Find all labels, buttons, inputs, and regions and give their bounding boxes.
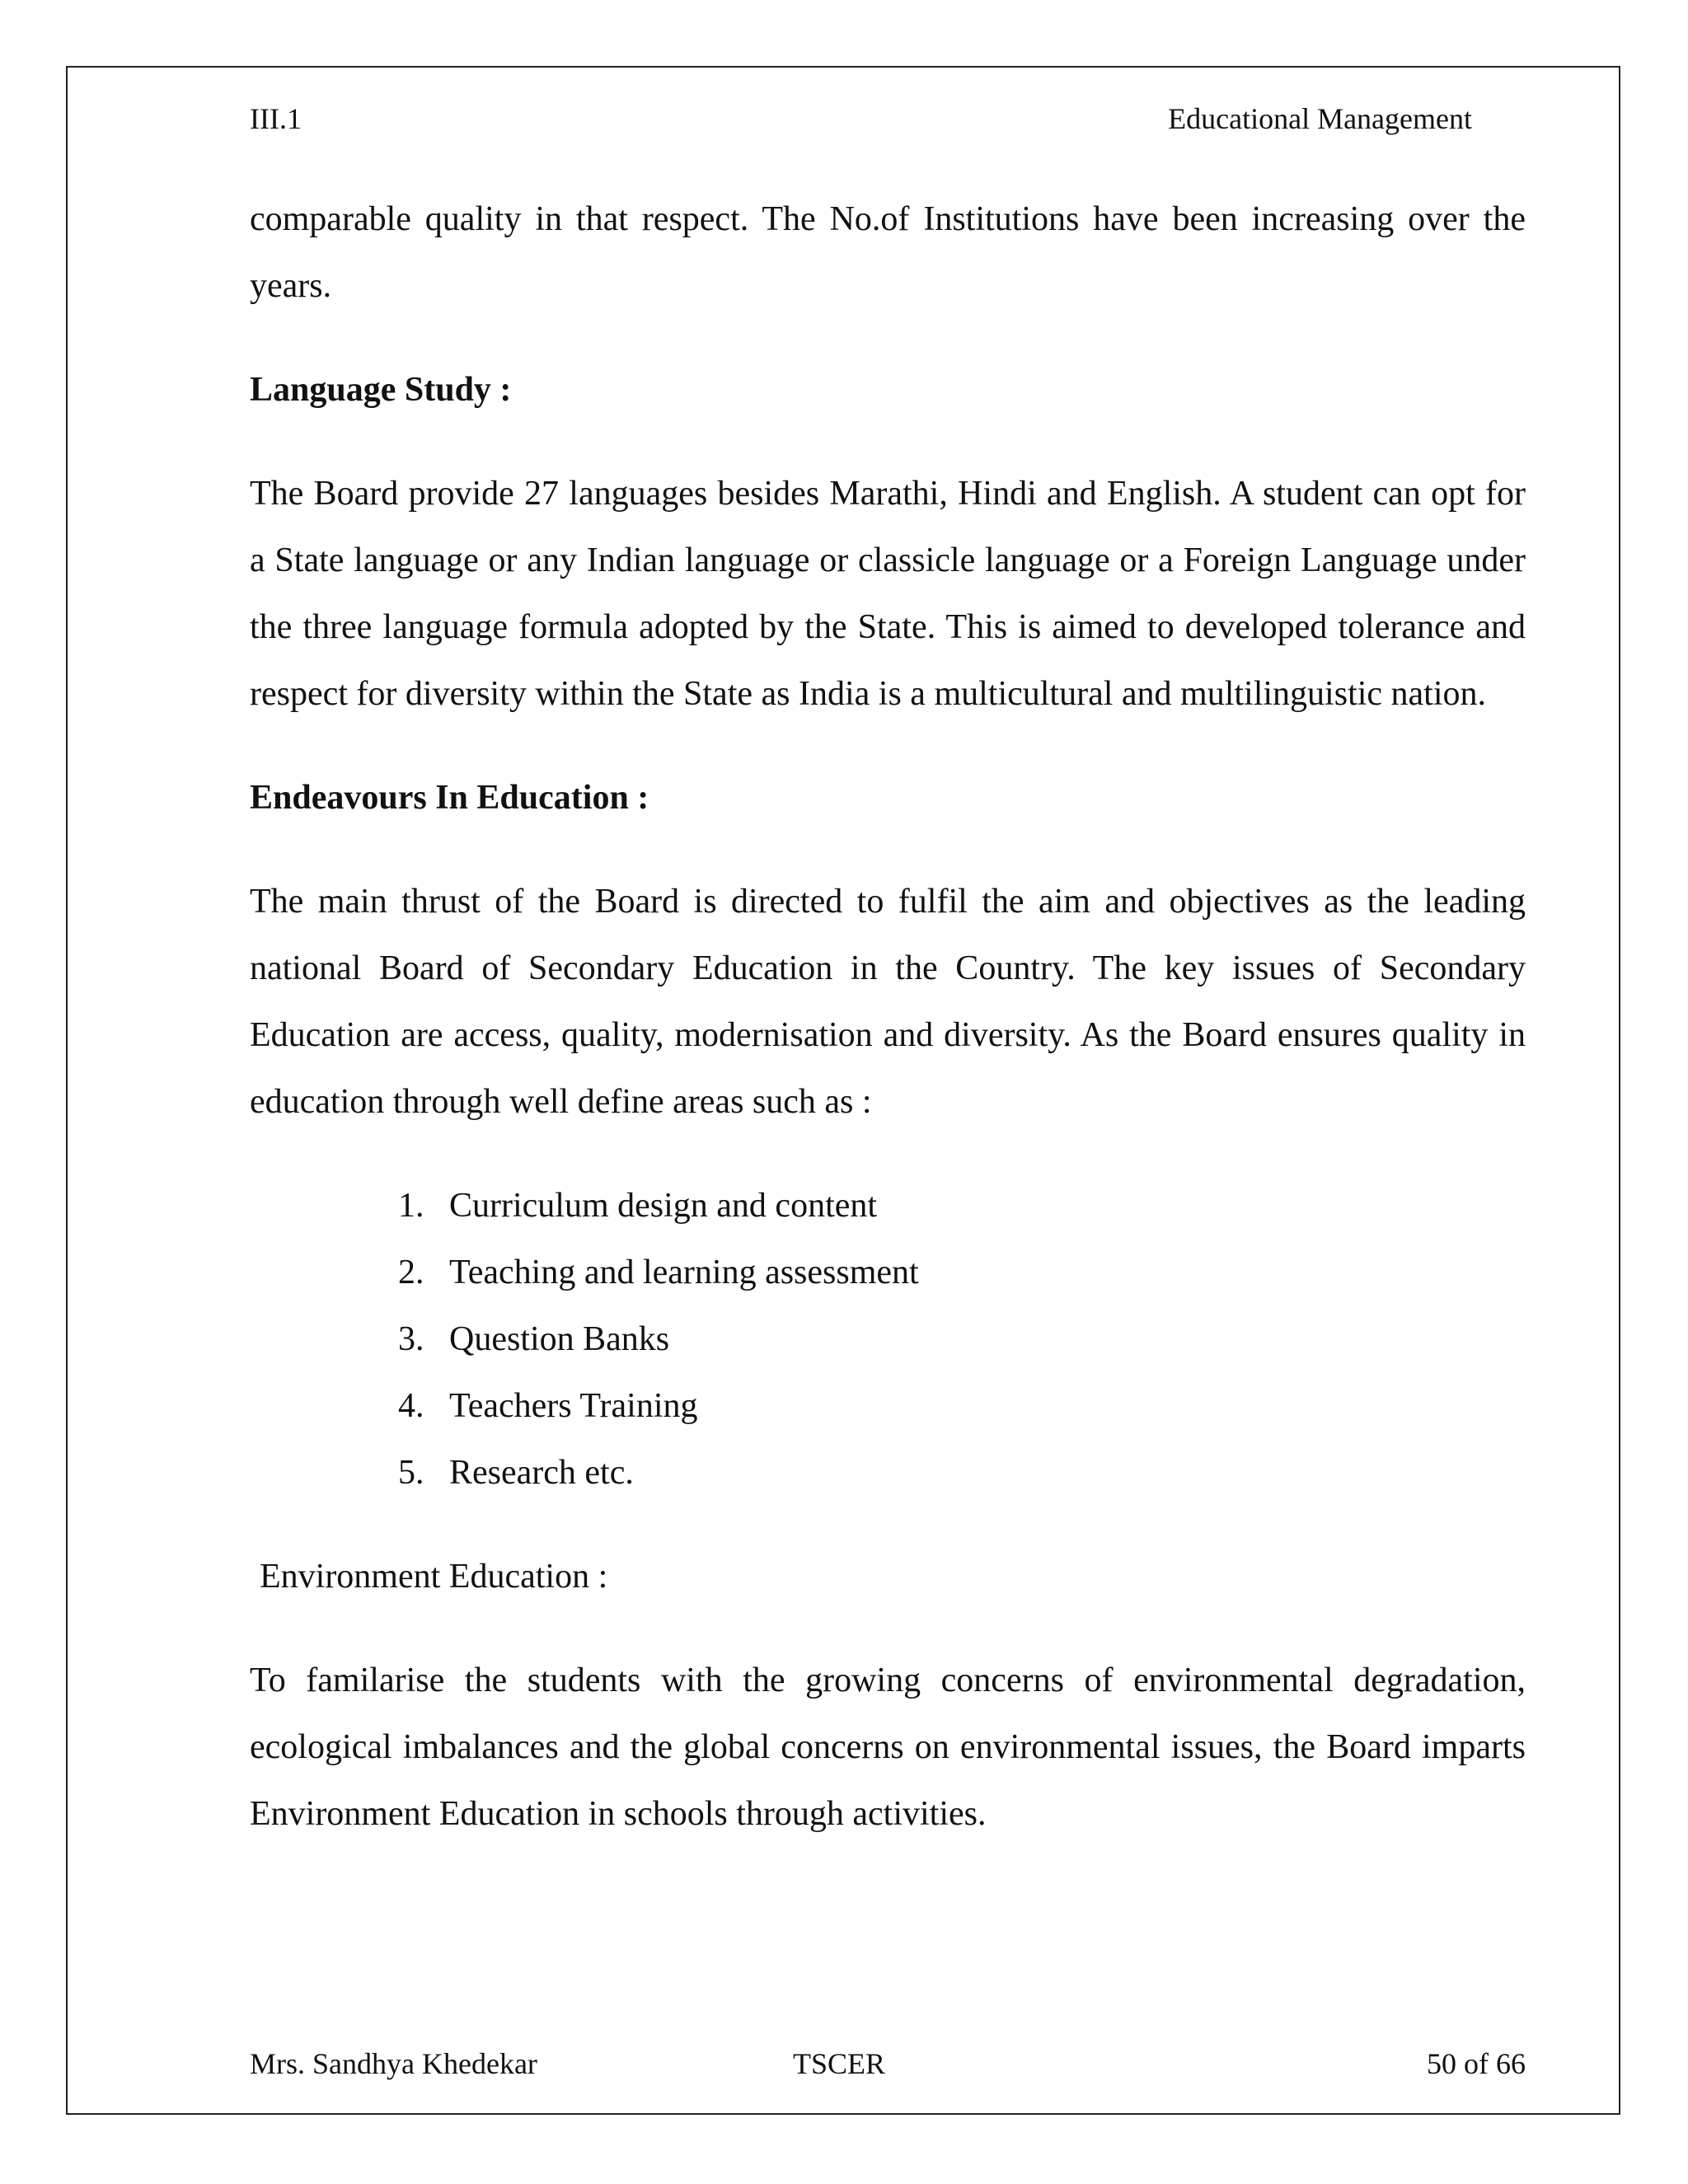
document-body xyxy=(250,186,1526,1848)
environment-heading: Environment Education : xyxy=(260,1558,608,1596)
list-item-number: 1. xyxy=(398,1187,424,1225)
list-item xyxy=(398,1173,1526,1240)
language-study-heading: Language Study : xyxy=(250,371,512,409)
list-item xyxy=(398,1240,1526,1306)
list-item-text: Curriculum design and content xyxy=(449,1187,878,1225)
footer-institution: TSCER xyxy=(793,2047,886,2080)
language-study-paragraph: The Board provide 27 languages besides Marathi, Hindi and English. A student can opt for a State language or any Indian language or classicle language or a Foreign Language under the three language formula adopted by the State. This is aimed to developed tolerance and respect for diversity within the State as India is a multicultural and multilinguistic nation. xyxy=(250,475,1526,713)
list-item-text: Teaching and learning assessment xyxy=(449,1254,919,1291)
list-item-text: Question Banks xyxy=(449,1320,670,1358)
environment-paragraph: To familarise the students with the growing concerns of environmental degradation, ecological imbalances and the global concerns on environmental issues, the Board imparts Environment Education in schools through activities. xyxy=(250,1661,1526,1833)
quality-areas-list xyxy=(250,1173,1526,1507)
list-item-number: 2. xyxy=(398,1254,424,1291)
list-item-number: 4. xyxy=(398,1387,424,1425)
header-course-title: Educational Management xyxy=(1168,102,1472,135)
footer-page-number: 50 of 66 xyxy=(1427,2047,1526,2080)
list-item-text: Teachers Training xyxy=(449,1387,698,1425)
endeavours-paragraph: The main thrust of the Board is directed to fulfil the aim and objectives as the leading national Board of Secondary Education in the Country. The key issues of Secondary Education are access, quality, modernisation and diversity. As the Board ensures quality in education through well define areas such as : xyxy=(250,883,1526,1121)
list-item xyxy=(398,1373,1526,1440)
list-item-number: 5. xyxy=(398,1454,424,1492)
header-section-number: III.1 xyxy=(250,102,302,135)
list-item-text: Research etc. xyxy=(449,1454,634,1492)
list-item xyxy=(398,1306,1526,1373)
footer-author: Mrs. Sandhya Khedekar xyxy=(250,2047,537,2080)
list-item-number: 3. xyxy=(398,1320,424,1358)
list-item xyxy=(398,1440,1526,1507)
intro-paragraph: comparable quality in that respect. The No.of Institutions have been increasing over the years. xyxy=(250,200,1526,305)
endeavours-heading: Endeavours In Education : xyxy=(250,779,649,817)
